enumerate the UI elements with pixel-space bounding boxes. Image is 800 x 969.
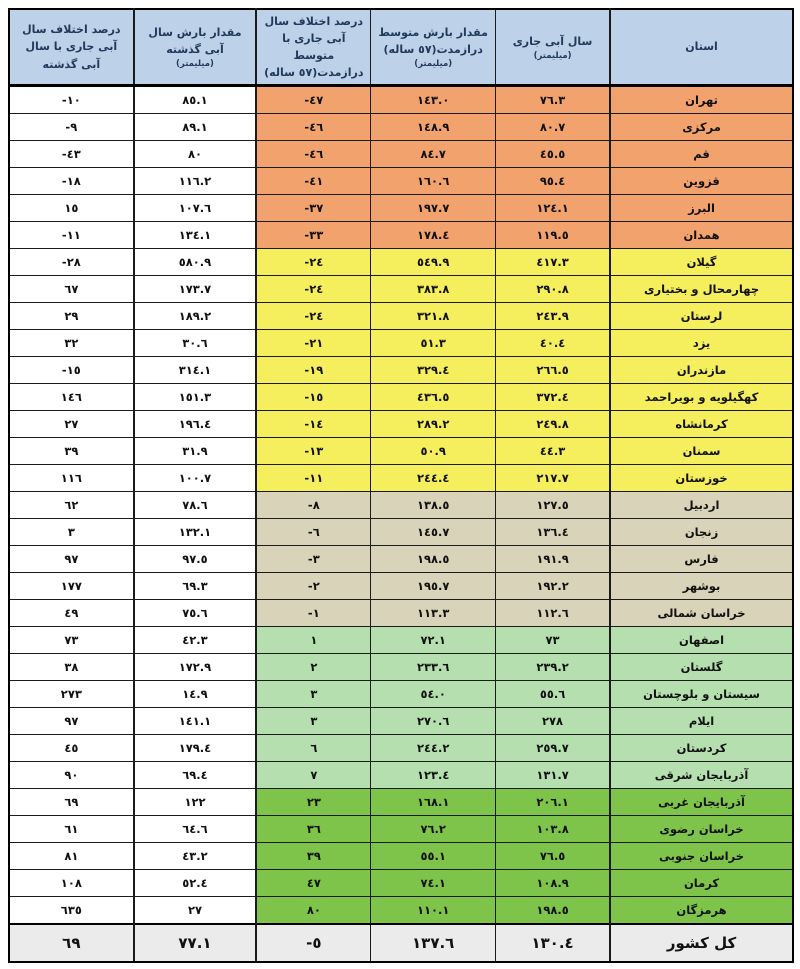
table-row	[9, 168, 793, 195]
value-cell-4: ٩٠	[9, 762, 134, 789]
value-cell-2: -١٩	[256, 357, 371, 384]
value-cell-3: ١٣٤.١	[134, 222, 257, 249]
value-cell-1: ٤٣٦.٥	[371, 384, 496, 411]
column-header-3	[256, 9, 371, 86]
province-cell: لرستان	[610, 303, 793, 330]
value-cell-2: -٤١	[256, 168, 371, 195]
value-cell-0: ١٢٤.١	[496, 195, 611, 222]
column-title: استان	[685, 40, 718, 54]
province-cell: مرکزی	[610, 114, 793, 141]
value-cell-2: -٤٦	[256, 114, 371, 141]
value-cell-3: ٦٩.٣	[134, 573, 257, 600]
value-cell-3: ٣١.٩	[134, 438, 257, 465]
value-cell-4: ١٠٨	[9, 870, 134, 897]
table-row	[9, 222, 793, 249]
value-cell-2: -١١	[256, 465, 371, 492]
value-cell-2: ٧	[256, 762, 371, 789]
value-cell-1: ٢٨٩.٢	[371, 411, 496, 438]
value-cell-4: ٦٧	[9, 276, 134, 303]
value-cell-4: ٦١	[9, 816, 134, 843]
value-cell-4: -٢٨	[9, 249, 134, 276]
value-cell-4: -١٥	[9, 357, 134, 384]
value-cell-1: ١٣٨.٥	[371, 492, 496, 519]
value-cell-3: ١٥١.٣	[134, 384, 257, 411]
value-cell-0: ٤١٧.٣	[496, 249, 611, 276]
value-cell-3: ٣١٤.١	[134, 357, 257, 384]
value-cell-3: ١٤.٩	[134, 681, 257, 708]
province-cell: زنجان	[610, 519, 793, 546]
province-cell: یزد	[610, 330, 793, 357]
value-cell-0: ١٢٧.٥	[496, 492, 611, 519]
value-cell-0: ١١٢.٦	[496, 600, 611, 627]
column-header-0	[610, 9, 793, 86]
value-cell-4: ١٧٧	[9, 573, 134, 600]
value-cell-4: -٩	[9, 114, 134, 141]
table-row	[9, 492, 793, 519]
table-row	[9, 357, 793, 384]
value-cell-4: ١٥	[9, 195, 134, 222]
value-cell-1: ٥٤.٠	[371, 681, 496, 708]
table-row	[9, 465, 793, 492]
value-cell-3: ١٨٩.٢	[134, 303, 257, 330]
value-cell-1: ١٩٨.٥	[371, 546, 496, 573]
value-cell-3: ٦٩.٤	[134, 762, 257, 789]
value-cell-4: ٩٧	[9, 708, 134, 735]
value-cell-1: ٥١.٣	[371, 330, 496, 357]
province-cell: اصفهان	[610, 627, 793, 654]
table-row	[9, 519, 793, 546]
header-row	[9, 9, 793, 86]
province-cell: کهگیلویه و بویراحمد	[610, 384, 793, 411]
value-cell-3: ٧٨.٦	[134, 492, 257, 519]
value-cell-0: ٤٤.٣	[496, 438, 611, 465]
value-cell-0: ١٠٣.٨	[496, 816, 611, 843]
value-cell-2: ٢٣	[256, 789, 371, 816]
value-cell-1: ١٩٥.٧	[371, 573, 496, 600]
province-cell: همدان	[610, 222, 793, 249]
value-cell-0: ١٩٨.٥	[496, 897, 611, 925]
value-cell-4: -١٠	[9, 86, 134, 114]
value-cell-2: -٣	[256, 546, 371, 573]
province-cell: کرمانشاه	[610, 411, 793, 438]
province-cell: ایلام	[610, 708, 793, 735]
table-row	[9, 411, 793, 438]
column-title: مقدار بارش سال آبی گذشته	[148, 26, 242, 57]
value-cell-3: ٧٥.٦	[134, 600, 257, 627]
value-cell-3: ١٧٢.٩	[134, 654, 257, 681]
value-cell-2: -٢٤	[256, 276, 371, 303]
value-cell-2: -١٣	[256, 438, 371, 465]
value-cell-2: -٣٣	[256, 222, 371, 249]
value-cell-1: ٣٢١.٨	[371, 303, 496, 330]
value-cell-2: -٢١	[256, 330, 371, 357]
value-cell-1: ٢٣٣.٦	[371, 654, 496, 681]
province-cell: هرمزگان	[610, 897, 793, 925]
value-cell-4: ٦٢	[9, 492, 134, 519]
value-cell-2: ١	[256, 627, 371, 654]
province-cell: قزوین	[610, 168, 793, 195]
province-cell: خراسان جنوبی	[610, 843, 793, 870]
value-cell-2: ٣	[256, 708, 371, 735]
value-cell-4: ٧٣	[9, 627, 134, 654]
table-row	[9, 141, 793, 168]
table-row	[9, 276, 793, 303]
value-cell-3: ٥٨٠.٩	[134, 249, 257, 276]
value-cell-1: ٥٠.٩	[371, 438, 496, 465]
value-cell-3: ٧٧.١	[134, 924, 257, 962]
value-cell-4: -١٨	[9, 168, 134, 195]
value-cell-0: ٢٥٩.٧	[496, 735, 611, 762]
value-cell-1: ٢٤٤.٤	[371, 465, 496, 492]
value-cell-2: -٢٤	[256, 303, 371, 330]
value-cell-4: ٤٥	[9, 735, 134, 762]
province-cell: قم	[610, 141, 793, 168]
table-row	[9, 681, 793, 708]
value-cell-2: -٥	[256, 924, 371, 962]
column-header-2	[371, 9, 496, 86]
table-row	[9, 843, 793, 870]
value-cell-4: ٣٨	[9, 654, 134, 681]
value-cell-1: ١١٣.٣	[371, 600, 496, 627]
table-row	[9, 654, 793, 681]
value-cell-0: ٢٧٨	[496, 708, 611, 735]
value-cell-3: ٥٢.٤	[134, 870, 257, 897]
value-cell-0: ٢٠٦.١	[496, 789, 611, 816]
value-cell-3: ٨٥.١	[134, 86, 257, 114]
value-cell-1: ٨٤.٧	[371, 141, 496, 168]
value-cell-3: ١٢٢	[134, 789, 257, 816]
value-cell-0: ٣٧٢.٤	[496, 384, 611, 411]
table-row	[9, 762, 793, 789]
column-title: مقدار بارش متوسط درازمدت(٥٧ ساله)	[378, 26, 488, 57]
value-cell-1: ١٩٧.٧	[371, 195, 496, 222]
value-cell-0: ٤٥.٥	[496, 141, 611, 168]
table-row	[9, 303, 793, 330]
value-cell-1: ٢٧٠.٦	[371, 708, 496, 735]
table-row	[9, 249, 793, 276]
value-cell-0: ٥٥.٦	[496, 681, 611, 708]
value-cell-2: ٢	[256, 654, 371, 681]
province-cell: گلستان	[610, 654, 793, 681]
value-cell-0: ١١٩.٥	[496, 222, 611, 249]
value-cell-0: ١٠٨.٩	[496, 870, 611, 897]
value-cell-1: ٧٦.٢	[371, 816, 496, 843]
province-cell: خوزستان	[610, 465, 793, 492]
value-cell-4: ٣	[9, 519, 134, 546]
column-header-5	[9, 9, 134, 86]
column-header-1	[496, 9, 611, 86]
value-cell-3: ١٤١.١	[134, 708, 257, 735]
value-cell-1: ١٤٣.٠	[371, 86, 496, 114]
value-cell-0: ٩٥.٤	[496, 168, 611, 195]
value-cell-4: ٣٩	[9, 438, 134, 465]
value-cell-1: ٧٤.١	[371, 870, 496, 897]
province-cell: اردبیل	[610, 492, 793, 519]
value-cell-3: ٩٧.٥	[134, 546, 257, 573]
value-cell-4: ٨١	[9, 843, 134, 870]
value-cell-1: ١٢٣.٤	[371, 762, 496, 789]
value-cell-3: ٤٣.٢	[134, 843, 257, 870]
value-cell-3: ٢٧	[134, 897, 257, 925]
province-cell: بوشهر	[610, 573, 793, 600]
value-cell-2: -٣٧	[256, 195, 371, 222]
value-cell-0: ١٣٦.٤	[496, 519, 611, 546]
value-cell-4: ٦٩	[9, 789, 134, 816]
value-cell-3: ١٣٢.١	[134, 519, 257, 546]
value-cell-0: ٢١٧.٧	[496, 465, 611, 492]
table-row	[9, 573, 793, 600]
value-cell-1: ٥٤٩.٩	[371, 249, 496, 276]
value-cell-0: ٧٦.٣	[496, 86, 611, 114]
column-unit: (میلیمتر)	[533, 50, 572, 61]
value-cell-1: ١٧٨.٤	[371, 222, 496, 249]
table-row	[9, 384, 793, 411]
value-cell-2: -٤٦	[256, 141, 371, 168]
value-cell-3: ٨٩.١	[134, 114, 257, 141]
value-cell-0: ١٣٠.٤	[496, 924, 611, 962]
province-cell: البرز	[610, 195, 793, 222]
value-cell-4: ٢٧٣	[9, 681, 134, 708]
value-cell-3: ١١٦.٢	[134, 168, 257, 195]
value-cell-2: ٣٩	[256, 843, 371, 870]
value-cell-2: ٤٧	[256, 870, 371, 897]
value-cell-1: ١٣٧.٦	[371, 924, 496, 962]
table-row	[9, 816, 793, 843]
value-cell-1: ٢٤٤.٢	[371, 735, 496, 762]
table-row	[9, 735, 793, 762]
value-cell-4: ٩٧	[9, 546, 134, 573]
value-cell-2: -٦	[256, 519, 371, 546]
value-cell-4: ٢٩	[9, 303, 134, 330]
province-cell: خراسان شمالی	[610, 600, 793, 627]
province-cell: تهران	[610, 86, 793, 114]
value-cell-3: ١٧٩.٤	[134, 735, 257, 762]
value-cell-3: ١٧٣.٧	[134, 276, 257, 303]
province-cell: چهارمحال و بختیاری	[610, 276, 793, 303]
value-cell-0: ٢٣٩.٢	[496, 654, 611, 681]
value-cell-3: ٦٤.٦	[134, 816, 257, 843]
value-cell-3: ١٩٦.٤	[134, 411, 257, 438]
value-cell-2: -٤٧	[256, 86, 371, 114]
value-cell-2: -٢٤	[256, 249, 371, 276]
value-cell-1: ٧٢.١	[371, 627, 496, 654]
value-cell-4: ٣٢	[9, 330, 134, 357]
value-cell-1: ١٦٨.١	[371, 789, 496, 816]
value-cell-4: -٤٣	[9, 141, 134, 168]
value-cell-1: ٥٥.١	[371, 843, 496, 870]
column-title: درصد اختلاف سال آبی جاری با سال آبی گذشته	[22, 23, 121, 71]
column-title: سال آبی جاری	[512, 34, 593, 48]
value-cell-0: ١٩١.٩	[496, 546, 611, 573]
value-cell-4: ١١٦	[9, 465, 134, 492]
table-row	[9, 114, 793, 141]
value-cell-0: ٧٦.٥	[496, 843, 611, 870]
value-cell-2: ٣	[256, 681, 371, 708]
table-row	[9, 330, 793, 357]
value-cell-2: -١٥	[256, 384, 371, 411]
value-cell-1: ٣٨٣.٨	[371, 276, 496, 303]
value-cell-0: ٧٣	[496, 627, 611, 654]
province-cell: کردستان	[610, 735, 793, 762]
table-row	[9, 789, 793, 816]
province-cell: خراسان رضوی	[610, 816, 793, 843]
value-cell-0: ٢٩٠.٨	[496, 276, 611, 303]
total-row	[9, 924, 793, 962]
table-row	[9, 600, 793, 627]
value-cell-1: ٣٢٩.٤	[371, 357, 496, 384]
table-row	[9, 870, 793, 897]
province-cell: گیلان	[610, 249, 793, 276]
value-cell-4: ٦٩	[9, 924, 134, 962]
table-row	[9, 627, 793, 654]
table-row	[9, 546, 793, 573]
column-header-4	[134, 9, 257, 86]
province-cell: آذربایجان غربی	[610, 789, 793, 816]
value-cell-0: ٤٠.٤	[496, 330, 611, 357]
value-cell-1: ١٤٨.٩	[371, 114, 496, 141]
value-cell-0: ٢٤٩.٨	[496, 411, 611, 438]
column-unit: (میلیمتر)	[414, 59, 453, 70]
province-cell: مازندران	[610, 357, 793, 384]
value-cell-1: ١٦٠.٦	[371, 168, 496, 195]
column-title: درصد اختلاف سال آبی جاری با متوسط درازمدت(٥٧ ساله)	[264, 14, 364, 80]
value-cell-2: ٦	[256, 735, 371, 762]
table-row	[9, 86, 793, 114]
value-cell-3: ١٠٠.٧	[134, 465, 257, 492]
precipitation-table	[8, 8, 794, 963]
value-cell-3: ٣٠.٦	[134, 330, 257, 357]
province-cell: سمنان	[610, 438, 793, 465]
value-cell-4: ٦٣٥	[9, 897, 134, 925]
value-cell-0: ٢٤٣.٩	[496, 303, 611, 330]
value-cell-2: ٣٦	[256, 816, 371, 843]
value-cell-3: ٤٢.٣	[134, 627, 257, 654]
table-row	[9, 708, 793, 735]
value-cell-2: -١	[256, 600, 371, 627]
column-unit: (میلیمتر)	[176, 59, 214, 70]
value-cell-1: ١١٠.١	[371, 897, 496, 925]
value-cell-0: ١٩٢.٢	[496, 573, 611, 600]
value-cell-4: ٤٩	[9, 600, 134, 627]
value-cell-4: ٢٧	[9, 411, 134, 438]
table-row	[9, 438, 793, 465]
value-cell-0: ٨٠.٧	[496, 114, 611, 141]
province-cell: سیستان و بلوچستان	[610, 681, 793, 708]
table-row	[9, 195, 793, 222]
value-cell-4: ١٤٦	[9, 384, 134, 411]
value-cell-2: ٨٠	[256, 897, 371, 925]
value-cell-2: -١٤	[256, 411, 371, 438]
province-cell: کل کشور	[610, 924, 793, 962]
province-cell: آذربایجان شرقی	[610, 762, 793, 789]
value-cell-1: ١٤٥.٧	[371, 519, 496, 546]
value-cell-3: ٨٠	[134, 141, 257, 168]
value-cell-3: ١٠٧.٦	[134, 195, 257, 222]
value-cell-0: ٢٦٦.٥	[496, 357, 611, 384]
table-row	[9, 897, 793, 925]
value-cell-4: -١١	[9, 222, 134, 249]
value-cell-0: ١٣١.٧	[496, 762, 611, 789]
province-cell: فارس	[610, 546, 793, 573]
province-cell: کرمان	[610, 870, 793, 897]
value-cell-2: -٨	[256, 492, 371, 519]
value-cell-2: -٢	[256, 573, 371, 600]
